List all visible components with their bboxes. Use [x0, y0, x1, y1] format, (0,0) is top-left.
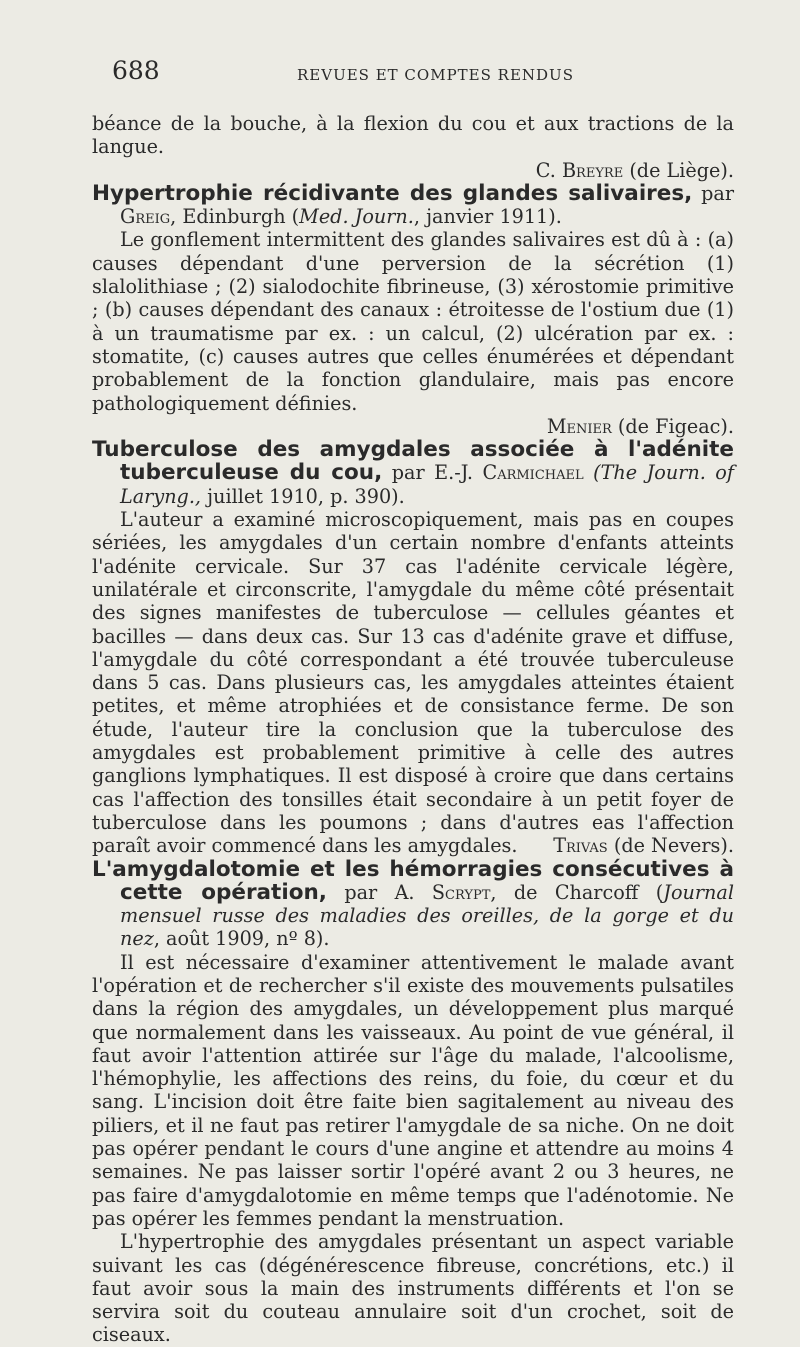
signature-name: Trivas [553, 834, 608, 858]
article-journal: (The Journ. of Laryng., [120, 461, 734, 508]
running-head: REVUES ET COMPTES RENDUS [297, 66, 574, 84]
article-date: juillet 1910, p. 390). [207, 484, 405, 508]
page-body [92, 112, 734, 1347]
article-place: , de Charcoff ( [490, 880, 664, 904]
signature-name: C. Breyre [535, 158, 624, 182]
article-date: , janvier 1911). [413, 205, 562, 229]
signature-place: (de Nevers). [613, 834, 734, 858]
signature-name: Menier [546, 414, 612, 438]
article-body: L'hypertrophie des amygdales présentant un aspect variable suivant les cas (dégénérescence fibreuse, concrétions, etc.) il faut avoir sous la main des instruments différents et l'on se servira soit du couteau annulaire soit d'un crochet, soit de ciseaux. [92, 1230, 734, 1347]
article-body: Il est nécessaire d'examiner attentivement le malade avant l'opération et de rechercher s'il existe des mouvements pulsatiles dans la région des amygdales, un développement plus marqué que normalement dans les vaisseaux. Au point de vue général, il faut avoir l'attention attirée sur l'âge du malade, l'alcoolisme, l'hémophylie, les affections des reins, du foie, du cœur et du sang. L'incision doit être faite bien sagitalement au niveau des piliers, et il ne faut pas retirer l'amygdale de sa niche. On ne doit pas opérer pendant le cours d'une angine et attendre au moins 4 semaines. Ne pas laisser sortir l'opéré avant 2 ou 3 heures, ne pas faire d'amygdalotomie en même temps que l'adénotomie. Ne pas opérer les femmes pendant la menstruation. [92, 950, 734, 1230]
article-heading [92, 438, 734, 508]
article-title: Tuberculose des amygdales associée à l'adénite tuberculeuse du cou, [92, 437, 734, 486]
intro-paragraph [92, 112, 734, 159]
article-title: L'amygdalotomie et les hémorragies consécutives à cette opération, [92, 856, 734, 905]
page-header [112, 56, 732, 90]
article-body [92, 508, 734, 857]
article-by: par E.-J. [391, 461, 474, 485]
signature-place: (de Liège). [629, 158, 734, 182]
article-author: Scrypt [431, 880, 491, 904]
article-author: Carmichael [482, 461, 584, 485]
article-by: par A. [344, 880, 415, 904]
article-title: Hypertrophie récidivante des glandes salivaires, [92, 180, 693, 206]
article-author: Greig [120, 205, 171, 229]
article-journal: Med. Journ. [299, 205, 414, 229]
article-signature [525, 834, 734, 857]
intro-signature [92, 159, 734, 182]
signature-place: (de Figeac). [617, 414, 734, 438]
article-journal: Journal mensuel russe des maladies des oreilles, de la gorge et du nez [120, 880, 734, 951]
article-heading [92, 858, 734, 951]
article-date: , août 1909, nº 8). [153, 927, 330, 951]
article-place: , Edinburgh ( [170, 205, 300, 229]
intro-text: béance de la bouche, à la flexion du cou et aux tractions de la langue. [92, 112, 734, 159]
page-number: 688 [112, 56, 160, 85]
article-signature [92, 415, 734, 438]
article-heading [92, 182, 734, 229]
article-by: par [701, 181, 734, 205]
article-body: Le gonflement intermittent des glandes salivaires est dû à : (a) causes dépendant d'une perversion de la sécrétion (1) slalolithiase ; (2) sialodochite fibrineuse, (3) xérostomie primitive ; (b) causes dépendant des canaux : étroitesse de l'ostium due (1) à un traumatisme par ex. : un calcul, (2) ulcération par ex. : stomatite, (c) causes autres que celles énumérées et dépendant probablement de la fonction glandulaire, mais pas encore pathologiquement définies. [92, 228, 734, 415]
article-body-text: L'auteur a examiné microscopiquement, mais pas en coupes sériées, les amygdales d'un certain nombre d'enfants atteints l'adénite cervicale. Sur 37 cas l'adénite cervicale légère, unilatérale et circonscrite, l'amygdale du même côté présentait des signes manifestes de tuberculose — cellules géantes et bacilles — dans deux cas. Sur 13 cas d'adénite grave et diffuse, l'amygdale du côté correspondant a été trouvée tuberculeuse dans 5 cas. Dans plusieurs cas, les amygdales atteintes étaient petites, et même atrophiées et de consistance ferme. De son étude, l'auteur tire la conclusion que la tuberculose des amygdales est probablement primitive à celle des autres ganglions lymphatiques. Il est disposé à croire que dans certains cas l'affection des tonsilles était secondaire à un petit foyer de tuberculose dans les poumons ; dans d'autres eas l'affection paraît avoir commencé dans les amygdales. [92, 508, 734, 858]
